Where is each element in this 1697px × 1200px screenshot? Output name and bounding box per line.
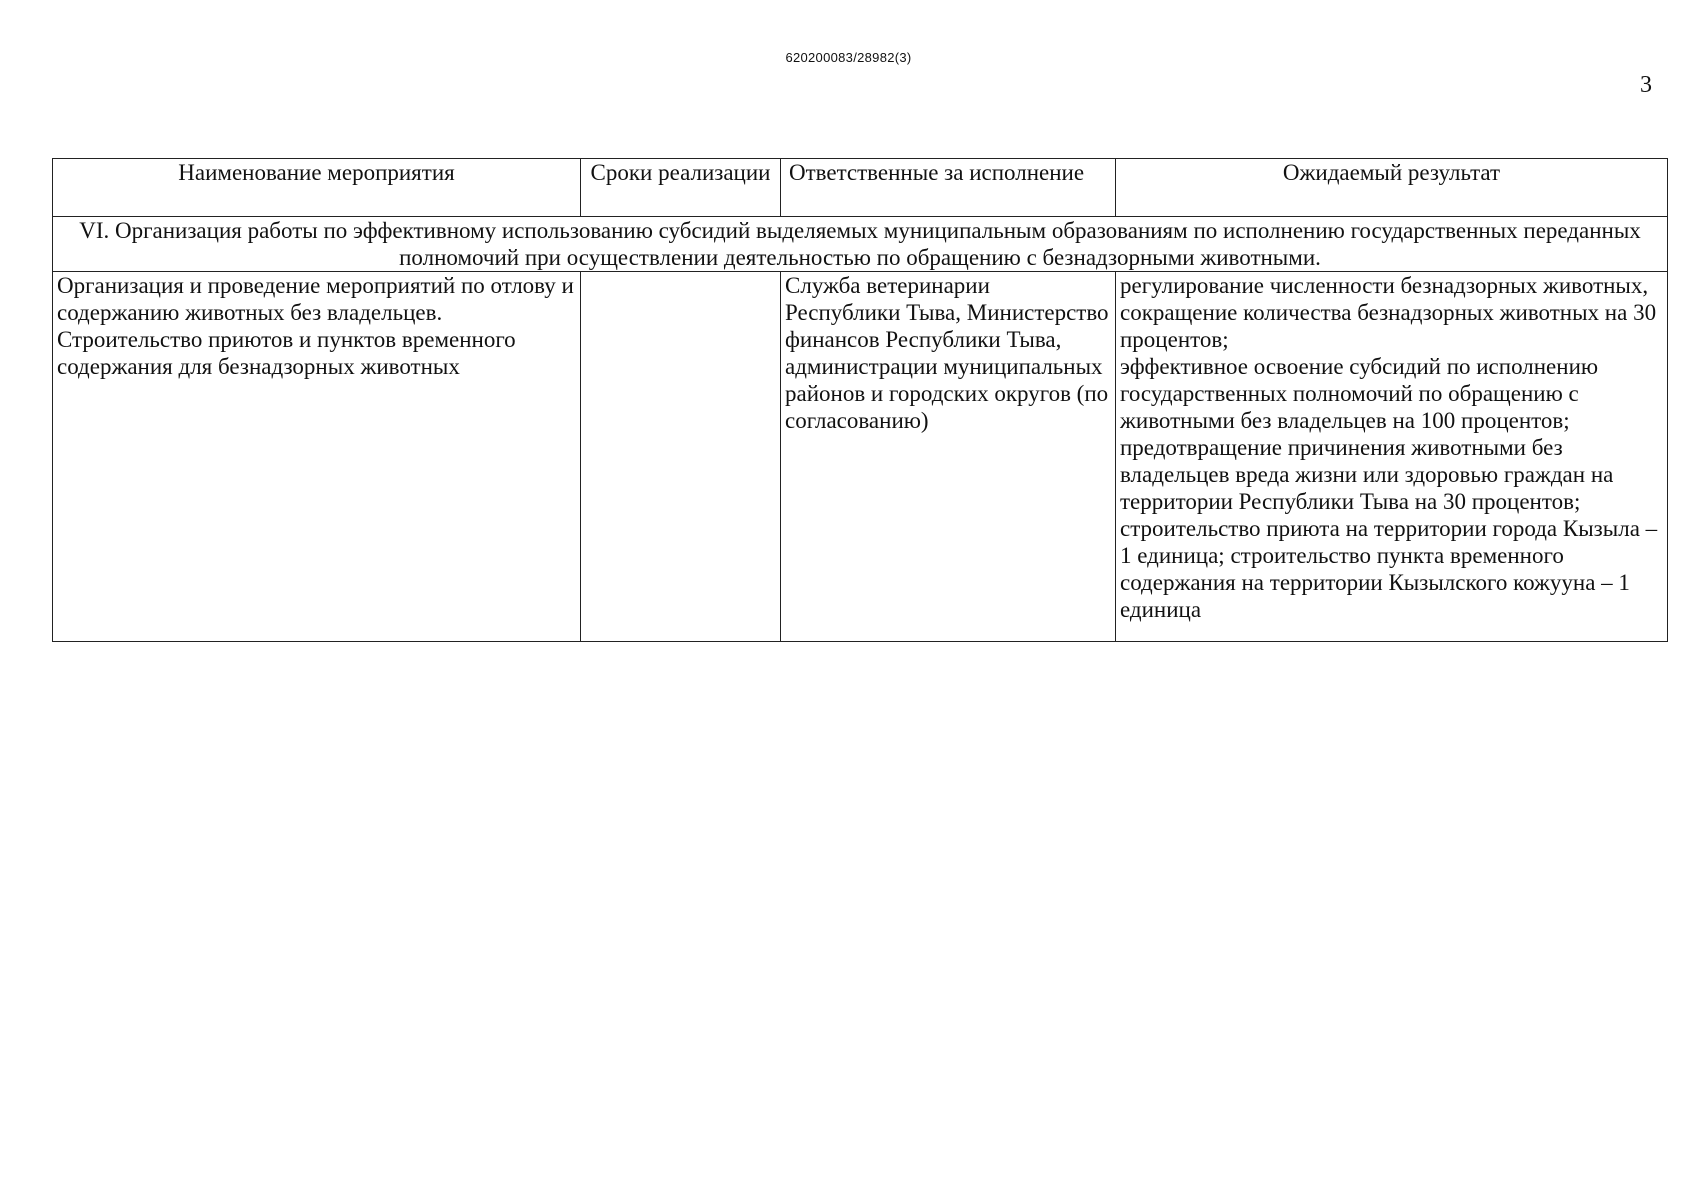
activities-table <box>52 158 1668 642</box>
result-cell <box>1116 272 1668 642</box>
responsible-cell: Служба ветеринарии Республики Тыва, Министерство финансов Республики Тыва, администрации муниципальных районов и городских округов (по согласованию) <box>781 272 1116 642</box>
activity-paragraph: Организация и проведение мероприятий по отлову и содержанию животных без владельцев. <box>57 273 574 325</box>
section-row <box>53 217 1668 272</box>
activity-cell <box>53 272 581 642</box>
section-title: VI. Организация работы по эффективному использованию субсидий выделяемых муниципальным образованиям по исполнению государственных переданных полномочий при осуществлении деятельностью по обращению с безнадзорными животными. <box>53 217 1668 272</box>
page-number: 3 <box>1640 72 1652 98</box>
table-row <box>53 272 1668 642</box>
header-period: Сроки реализации <box>581 159 781 217</box>
table-header-row <box>53 159 1668 217</box>
document-id: 620200083/28982(3) <box>785 50 912 65</box>
result-paragraph: регулирование численности безнадзорных животных, сокращение количества безнадзорных животных на 30 процентов; <box>1120 273 1657 352</box>
header-expected-result: Ожидаемый результат <box>1116 159 1668 217</box>
result-paragraph: строительство приюта на территории города Кызыла – 1 единица; строительство пункта временного содержания на территории Кызылского кожууна – 1 единица <box>1120 516 1658 622</box>
result-paragraph: эффективное освоение субсидий по исполнению государственных полномочий по обращению с животными без владельцев на 100 процентов; <box>1120 354 1599 433</box>
header-responsible: Ответственные за исполнение <box>781 159 1116 217</box>
period-cell <box>581 272 781 642</box>
header-activity-name: Наименование мероприятия <box>53 159 581 217</box>
activity-paragraph: Строительство приютов и пунктов временного содержания для безнадзорных животных <box>57 327 516 379</box>
result-paragraph: предотвращение причинения животными без владельцев вреда жизни или здоровью граждан на территории Республики Тыва на 30 процентов; <box>1120 435 1614 514</box>
